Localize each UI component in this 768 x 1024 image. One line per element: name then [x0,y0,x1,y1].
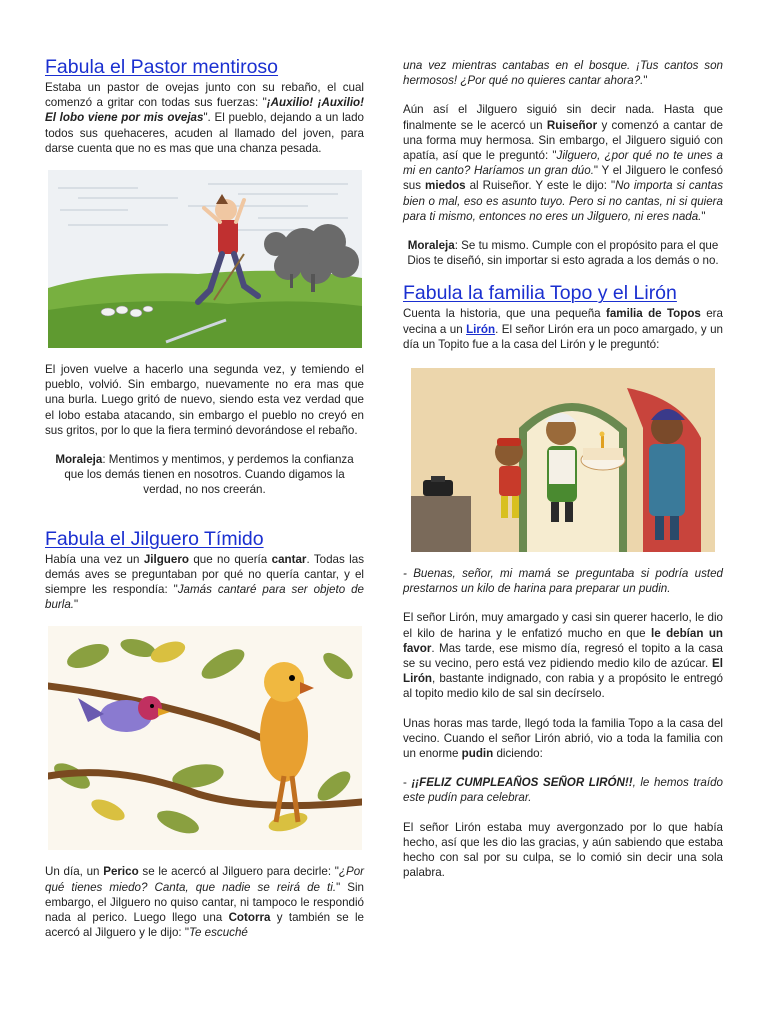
moraleja-text: : Se tu mismo. Cumple con el propósito para el que Dios te diseñó, sin importar si esto agrada a los demás o no. [407,239,719,268]
shout-text: ¡Auxilio! ¡Auxilio! El lobo viene por mis ovejas [45,96,364,125]
quote: Jilguero, ¿por qué no te unes a mi en canto? Haríamos un gran dúo. [403,149,724,178]
keyword: Jilguero [143,552,189,566]
left-column [45,56,364,940]
mole-family-illustration [411,368,715,552]
birds-illustration [48,626,362,850]
keyword: Perico [103,865,139,879]
keyword: Cotorra [228,911,271,925]
quote: , le hemos traído este pudín para celebrar. [403,776,723,805]
quote: No importa si cantas bien o mal, eso es asunto tuyo. Pero si no cantas, ni si quiera para ti mismo, entonces no eres un Jilguero, ni eres nada. [403,179,723,223]
title-pastor-mentiroso[interactable]: Fabula el Pastor mentiroso [45,56,279,78]
text: Aún así el Jilguero siguió sin decir nada. Hasta que finalmente se le acercó un [403,103,723,132]
text: y comenzó a cantar de una forma muy hermosa. Sin embargo, el Jilguero siguió con apatía, así que le preguntó: " [403,118,724,163]
shout-text: ¡¡FELIZ CUMPLEAÑOS SEÑOR LIRÓN!! [411,776,633,790]
topo-paragraph-3 [403,610,723,701]
text: - [403,776,412,790]
text: Cuenta la historia, que una pequeña [403,307,606,321]
pastor-paragraph-1 [45,80,364,156]
text: Estaba un pastor de ovejas junto con su rebaño, el cual comenzó a gritar con todas sus fuerzas: " [45,81,364,110]
text: Un día, un [45,865,104,879]
topo-paragraph-4 [403,716,723,762]
text: . Todas las demás aves se preguntaban por qué no quería cantar, y el siempre les respondía: " [45,552,364,597]
keyword: El Lirón [403,657,723,686]
keyword: miedos [425,179,466,193]
liron-link[interactable]: Lirón [466,322,496,336]
text: diciendo: [493,747,543,761]
topo-paragraph-5 [403,775,723,805]
moraleja-label: Moraleja [55,453,103,467]
keyword: le debían un favor [403,626,723,655]
quote: ¿Por qué tienes miedo? Canta, que nadie se reirá de ti. [45,865,365,894]
topo-paragraph-1 [403,306,723,352]
text: se le acercó al Jilguero para decirle: " [138,865,339,879]
text: " [701,209,706,223]
right-column [403,58,723,881]
moraleja-text: : Mentimos y mentimos, y perdemos la confianza que los demás tienen en nosotros. Cuando digamos la verdad, no nos creerán. [64,453,354,497]
text: " [643,74,648,88]
pastor-paragraph-2: El joven vuelve a hacerlo una segunda vez, y temiendo el pueblo, volvió. Sin embargo, nuevamente no era mas que una burla. Luego gritó de nuevo, siendo esta vez verdad que el lobo estaba atacando, sin embargo el pueblo no creyó en sus gritos, por lo que la fiera terminó devorándose el rebaño. [45,363,364,437]
quote: Te escuché [188,926,248,940]
text: " Sin embargo, el Jilguero no quiso cantar, ni tampoco le respondió nada al perico. Luego llego una [45,880,364,925]
text: al Ruiseñor. Y este le dijo: " [465,179,616,193]
text: ". El pueblo, dejando a un lado todos sus quehaceres, acuden al llamado del joven, para darse cuenta que no es mas que una chanza pesada. [45,111,364,155]
text: El señor Lirón, muy amargado y casi sin querer hacerlo, le dio el kilo de harina y le enfatizó mucho en que [403,611,723,640]
text: " Y el Jilguero le confesó sus [403,164,723,193]
text: Unas horas mas tarde, llegó toda la familia Topo a la casa del vecino. Cuando el señor Lirón abrió, vio a toda la familia con un enorme [403,716,723,761]
keyword: pudin [461,747,494,761]
topo-paragraph-6: El señor Lirón estaba muy avergonzado por lo que había hecho, así que les dio las gracias, y aún sabiendo que estaba hecho con sal por su culpa, se lo comió sin decir una sola palabra. [403,820,723,880]
text: y también se le acercó al Jilguero y le dijo: " [45,911,364,940]
title-familia-topo[interactable]: Fabula la familia Topo y el Lirón [403,282,677,305]
text: . Mas tarde, ese mismo día, regresó el topito a la casa se su vecino, pero está vez pidiendo medio kilo de azúcar. [403,641,723,671]
text: que no quería [188,552,272,566]
keyword: Ruiseñor [546,118,598,132]
keyword: familia de Topos [605,307,701,321]
pastor-moraleja [45,452,364,498]
text: era vecina a un [403,307,723,336]
jilguero-continuation-1 [403,58,723,88]
jilguero-continuation-2 [403,102,723,224]
jilguero-moraleja [403,238,723,268]
text: " [74,598,79,612]
jilguero-paragraph-1 [45,552,364,613]
text: Había una vez un [45,552,144,566]
topo-paragraph-2 [403,566,723,596]
text: , bastante indignado, con rabia y a propósito le entregó al topito medio kilo de sal sin decírselo. [403,672,723,701]
title-jilguero-timido[interactable]: Fabula el Jilguero Tímido [45,527,264,550]
jilguero-paragraph-2 [45,864,364,940]
moraleja-label: Moraleja [407,239,455,253]
quote: - Buenas, señor, mi mamá se preguntaba si podría usted prestarnos un kilo de harina para preparar un pudin. [403,567,723,596]
text: . El señor Lirón era un poco amargado, y un día un Topito fue a la casa del Lirón y le preguntó: [403,322,723,351]
shepherd-illustration [48,170,362,348]
quote: una vez mientras cantabas en el bosque. ¡Tus cantos son hermosos! ¿Por qué no quieres cantar ahora?. [403,59,723,88]
quote: Jamás cantaré para ser objeto de burla. [45,583,365,612]
keyword: cantar [271,552,307,566]
